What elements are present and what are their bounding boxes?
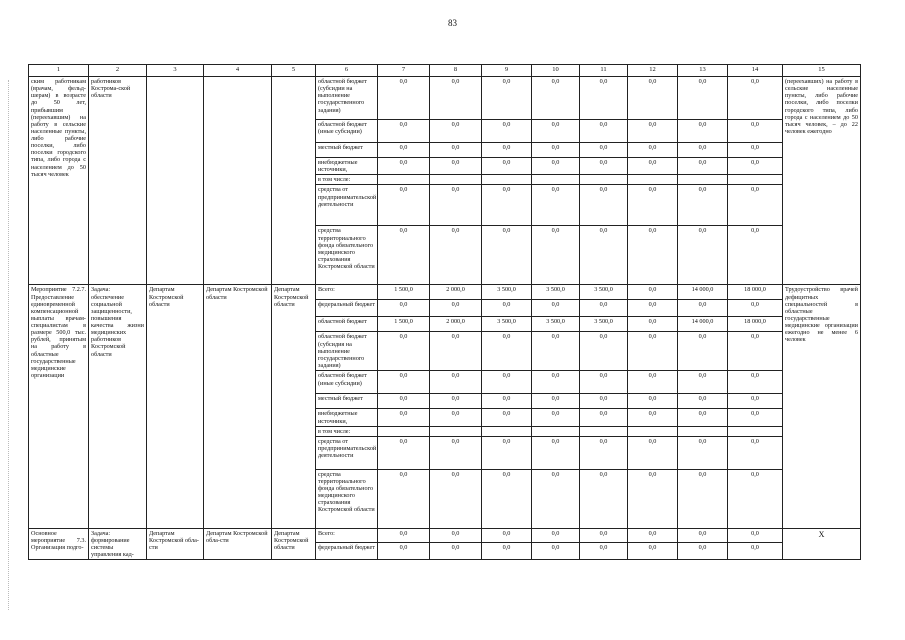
- year-value-7: 0,0: [378, 143, 430, 158]
- year-value-9: 0,0: [482, 436, 532, 469]
- year-value-14: 0,0: [728, 469, 783, 528]
- year-value-7: 0,0: [378, 543, 430, 560]
- year-value-10: [532, 426, 580, 436]
- section2-responsible-col3: Департам Костромской области: [147, 285, 204, 528]
- year-value-13: [678, 175, 728, 185]
- year-value-8: 2 000,0: [430, 317, 482, 332]
- year-value-12: 0,0: [628, 158, 678, 175]
- section3-expected-result: Х: [783, 528, 861, 560]
- year-value-14: 0,0: [728, 528, 783, 542]
- year-value-13: 0,0: [678, 436, 728, 469]
- year-value-11: 3 500,0: [580, 317, 628, 332]
- year-value-9: 0,0: [482, 158, 532, 175]
- year-value-14: 0,0: [728, 332, 783, 371]
- funding-source: в том числе:: [316, 426, 378, 436]
- year-value-13: 0,0: [678, 528, 728, 542]
- year-value-9: 3 500,0: [482, 285, 532, 300]
- year-value-12: 0,0: [628, 300, 678, 317]
- year-value-13: 0,0: [678, 77, 728, 120]
- year-value-13: 0,0: [678, 158, 728, 175]
- section1-responsible-col5: [272, 77, 316, 285]
- year-value-8: [430, 175, 482, 185]
- year-value-12: 0,0: [628, 409, 678, 426]
- year-value-14: 18 000,0: [728, 285, 783, 300]
- year-value-11: 0,0: [580, 226, 628, 285]
- section3-responsible-col5: Департам Костромской области: [272, 528, 316, 560]
- year-value-7: 0,0: [378, 120, 430, 143]
- year-value-14: 0,0: [728, 543, 783, 560]
- year-value-11: 0,0: [580, 77, 628, 120]
- year-value-10: 0,0: [532, 332, 580, 371]
- year-value-7: 0,0: [378, 77, 430, 120]
- year-value-12: 0,0: [628, 185, 678, 226]
- section1-row: [29, 77, 861, 120]
- year-value-13: 0,0: [678, 120, 728, 143]
- funding-source: в том числе:: [316, 175, 378, 185]
- year-value-9: 0,0: [482, 528, 532, 542]
- section1-responsible-col3: [147, 77, 204, 285]
- year-value-9: 0,0: [482, 185, 532, 226]
- year-value-8: [430, 426, 482, 436]
- year-value-7: 0,0: [378, 469, 430, 528]
- year-value-10: 0,0: [532, 543, 580, 560]
- year-value-12: [628, 426, 678, 436]
- year-value-10: [532, 175, 580, 185]
- header-col-13: 13: [678, 65, 728, 77]
- year-value-11: 0,0: [580, 371, 628, 394]
- header-col-6: 6: [316, 65, 378, 77]
- year-value-7: 0,0: [378, 436, 430, 469]
- year-value-10: 0,0: [532, 528, 580, 542]
- year-value-12: 0,0: [628, 77, 678, 120]
- year-value-11: 0,0: [580, 158, 628, 175]
- year-value-7: 0,0: [378, 300, 430, 317]
- year-value-8: 0,0: [430, 543, 482, 560]
- year-value-8: 0,0: [430, 436, 482, 469]
- year-value-7: 0,0: [378, 332, 430, 371]
- year-value-13: 0,0: [678, 226, 728, 285]
- year-value-9: 0,0: [482, 409, 532, 426]
- year-value-7: 0,0: [378, 409, 430, 426]
- year-value-11: 0,0: [580, 409, 628, 426]
- year-value-12: 0,0: [628, 436, 678, 469]
- header-col-4: 4: [204, 65, 272, 77]
- section3-measure-name: Основное мероприятие 7.3. Организация подго-: [29, 528, 89, 560]
- header-col-3: 3: [147, 65, 204, 77]
- year-value-14: 18 000,0: [728, 317, 783, 332]
- year-value-10: 0,0: [532, 371, 580, 394]
- year-value-14: 0,0: [728, 394, 783, 409]
- year-value-8: 0,0: [430, 185, 482, 226]
- funding-source: Всего:: [316, 528, 378, 542]
- section3-responsible-col4: Департам Костромской обла-сти: [204, 528, 272, 560]
- section2-row: [29, 285, 861, 300]
- year-value-8: 0,0: [430, 158, 482, 175]
- funding-source: областной бюджет (иные субсидии): [316, 120, 378, 143]
- year-value-10: 0,0: [532, 300, 580, 317]
- year-value-12: 0,0: [628, 332, 678, 371]
- year-value-10: 0,0: [532, 226, 580, 285]
- year-value-14: 0,0: [728, 300, 783, 317]
- funding-source: внебюджетные источники,: [316, 158, 378, 175]
- year-value-8: 0,0: [430, 528, 482, 542]
- year-value-10: 0,0: [532, 143, 580, 158]
- year-value-11: [580, 426, 628, 436]
- header-col-7: 7: [378, 65, 430, 77]
- section3-task: Задача: формирование системы управления кад-: [89, 528, 147, 560]
- header-col-12: 12: [628, 65, 678, 77]
- year-value-13: 0,0: [678, 543, 728, 560]
- year-value-11: 0,0: [580, 332, 628, 371]
- year-value-12: 0,0: [628, 469, 678, 528]
- year-value-12: 0,0: [628, 371, 678, 394]
- year-value-8: 0,0: [430, 300, 482, 317]
- year-value-14: 0,0: [728, 77, 783, 120]
- year-value-10: 0,0: [532, 409, 580, 426]
- year-value-14: 0,0: [728, 371, 783, 394]
- section1-responsible-col4: [204, 77, 272, 285]
- year-value-14: 0,0: [728, 226, 783, 285]
- year-value-9: [482, 426, 532, 436]
- year-value-12: 0,0: [628, 120, 678, 143]
- page-number: 83: [448, 18, 457, 28]
- year-value-9: 0,0: [482, 300, 532, 317]
- header-col-15: 15: [783, 65, 861, 77]
- funding-source: областной бюджет (субсидия на выполнение государственного задания): [316, 332, 378, 371]
- funding-source: Всего:: [316, 285, 378, 300]
- year-value-8: 0,0: [430, 143, 482, 158]
- year-value-11: 0,0: [580, 300, 628, 317]
- year-value-10: 0,0: [532, 394, 580, 409]
- year-value-10: 0,0: [532, 158, 580, 175]
- header-col-1: 1: [29, 65, 89, 77]
- year-value-11: 0,0: [580, 469, 628, 528]
- year-value-12: 0,0: [628, 285, 678, 300]
- year-value-8: 0,0: [430, 371, 482, 394]
- year-value-11: 0,0: [580, 185, 628, 226]
- year-value-12: 0,0: [628, 143, 678, 158]
- funding-source: средства от предпринимательской деятельности: [316, 185, 378, 226]
- year-value-13: 0,0: [678, 300, 728, 317]
- year-value-9: 0,0: [482, 371, 532, 394]
- header-row: [29, 65, 861, 77]
- funding-source: средства территориального фонда обязательного медицинского страхования Костромской области: [316, 469, 378, 528]
- year-value-7: 0,0: [378, 528, 430, 542]
- year-value-13: 0,0: [678, 185, 728, 226]
- year-value-8: 0,0: [430, 332, 482, 371]
- year-value-14: 0,0: [728, 120, 783, 143]
- year-value-12: 0,0: [628, 543, 678, 560]
- year-value-8: 2 000,0: [430, 285, 482, 300]
- year-value-8: 0,0: [430, 226, 482, 285]
- section2-task: Задача: обеспечение социальной защищенности, повышения качества жизни медицинских работников Костромской области: [89, 285, 147, 528]
- year-value-14: 0,0: [728, 143, 783, 158]
- year-value-8: 0,0: [430, 469, 482, 528]
- year-value-10: 0,0: [532, 436, 580, 469]
- budget-table: [28, 64, 861, 560]
- funding-source: областной бюджет (субсидии на выполнение государственного задания): [316, 77, 378, 120]
- year-value-12: 0,0: [628, 394, 678, 409]
- funding-source: средства от предпринимательской деятельности: [316, 436, 378, 469]
- year-value-12: 0,0: [628, 317, 678, 332]
- year-value-13: 0,0: [678, 143, 728, 158]
- year-value-7: [378, 426, 430, 436]
- year-value-7: 1 500,0: [378, 317, 430, 332]
- section2-responsible-col4: Департам Костромской области: [204, 285, 272, 528]
- header-col-9: 9: [482, 65, 532, 77]
- year-value-13: 14 000,0: [678, 317, 728, 332]
- year-value-14: 0,0: [728, 409, 783, 426]
- year-value-12: [628, 175, 678, 185]
- year-value-9: 3 500,0: [482, 317, 532, 332]
- year-value-9: 0,0: [482, 77, 532, 120]
- year-value-10: 0,0: [532, 185, 580, 226]
- year-value-14: [728, 175, 783, 185]
- year-value-13: 0,0: [678, 371, 728, 394]
- year-value-7: 0,0: [378, 371, 430, 394]
- section2-measure-name: Мероприятие 7.2.7. Предоставление единовременной компенсационной выплаты врачам-специалистам в размере 500,0 тыс. рублей, принятым на работу в областные государственные медицинские организации: [29, 285, 89, 528]
- year-value-10: 0,0: [532, 77, 580, 120]
- header-col-5: 5: [272, 65, 316, 77]
- section1-expected-result: (переехавших) на работу в сельские населенные пункты, либо рабочие поселки, либо поселки городского типа, либо города с населением до 50 тысяч человек, – до 22 человек ежегодно: [783, 77, 861, 285]
- year-value-14: 0,0: [728, 158, 783, 175]
- year-value-9: 0,0: [482, 543, 532, 560]
- year-value-10: 3 500,0: [532, 285, 580, 300]
- section2-expected-result: Трудоустройство врачей дефицитных специальностей в областные государственные медицинские организации ежегодно не менее 6 человек: [783, 285, 861, 528]
- year-value-9: 0,0: [482, 332, 532, 371]
- year-value-10: 3 500,0: [532, 317, 580, 332]
- funding-source: областной бюджет: [316, 317, 378, 332]
- year-value-13: 0,0: [678, 394, 728, 409]
- year-value-9: 0,0: [482, 226, 532, 285]
- year-value-13: 0,0: [678, 409, 728, 426]
- year-value-10: 0,0: [532, 120, 580, 143]
- year-value-13: 14 000,0: [678, 285, 728, 300]
- year-value-11: 0,0: [580, 543, 628, 560]
- header-col-10: 10: [532, 65, 580, 77]
- section1-measure-name: ским работникам (врачам, фельд-шерам) в возрасте до 50 лет, прибывшим (переехавшим) на работу в сельские населенные пункты, либо рабочие поселки, либо поселки городского типа, либо города с населением до 50 тысяч человек: [29, 77, 89, 285]
- year-value-13: 0,0: [678, 469, 728, 528]
- year-value-7: 0,0: [378, 158, 430, 175]
- year-value-11: 0,0: [580, 143, 628, 158]
- section2-responsible-col5: Департам Костромской области: [272, 285, 316, 528]
- header-col-14: 14: [728, 65, 783, 77]
- year-value-14: [728, 426, 783, 436]
- funding-source: средства территориального фонда обязательного медицинского страхования Костромской области: [316, 226, 378, 285]
- scan-margin-dots: [8, 80, 12, 610]
- section3-responsible-col3: Департам Костромской обла-сти: [147, 528, 204, 560]
- year-value-9: 0,0: [482, 469, 532, 528]
- year-value-9: 0,0: [482, 394, 532, 409]
- year-value-9: 0,0: [482, 143, 532, 158]
- header-col-11: 11: [580, 65, 628, 77]
- year-value-11: 0,0: [580, 436, 628, 469]
- funding-source: федеральный бюджет: [316, 300, 378, 317]
- year-value-13: 0,0: [678, 332, 728, 371]
- funding-source: местный бюджет: [316, 143, 378, 158]
- funding-source: областной бюджет (иные субсидии): [316, 371, 378, 394]
- year-value-14: 0,0: [728, 185, 783, 226]
- year-value-11: 0,0: [580, 528, 628, 542]
- funding-source: местный бюджет: [316, 394, 378, 409]
- year-value-7: 0,0: [378, 394, 430, 409]
- year-value-13: [678, 426, 728, 436]
- year-value-7: [378, 175, 430, 185]
- year-value-8: 0,0: [430, 394, 482, 409]
- year-value-11: [580, 175, 628, 185]
- year-value-7: 0,0: [378, 185, 430, 226]
- year-value-8: 0,0: [430, 77, 482, 120]
- year-value-11: 3 500,0: [580, 285, 628, 300]
- section3-row: [29, 528, 861, 542]
- year-value-12: 0,0: [628, 226, 678, 285]
- header-col-8: 8: [430, 65, 482, 77]
- year-value-10: 0,0: [532, 469, 580, 528]
- funding-source: внебюджетные источники,: [316, 409, 378, 426]
- year-value-8: 0,0: [430, 120, 482, 143]
- year-value-14: 0,0: [728, 436, 783, 469]
- year-value-9: [482, 175, 532, 185]
- year-value-9: 0,0: [482, 120, 532, 143]
- year-value-8: 0,0: [430, 409, 482, 426]
- year-value-11: 0,0: [580, 120, 628, 143]
- funding-source: федеральный бюджет: [316, 543, 378, 560]
- year-value-7: 0,0: [378, 226, 430, 285]
- year-value-11: 0,0: [580, 394, 628, 409]
- year-value-12: 0,0: [628, 528, 678, 542]
- year-value-7: 1 500,0: [378, 285, 430, 300]
- header-col-2: 2: [89, 65, 147, 77]
- section1-task: работников Кострома-ской области: [89, 77, 147, 285]
